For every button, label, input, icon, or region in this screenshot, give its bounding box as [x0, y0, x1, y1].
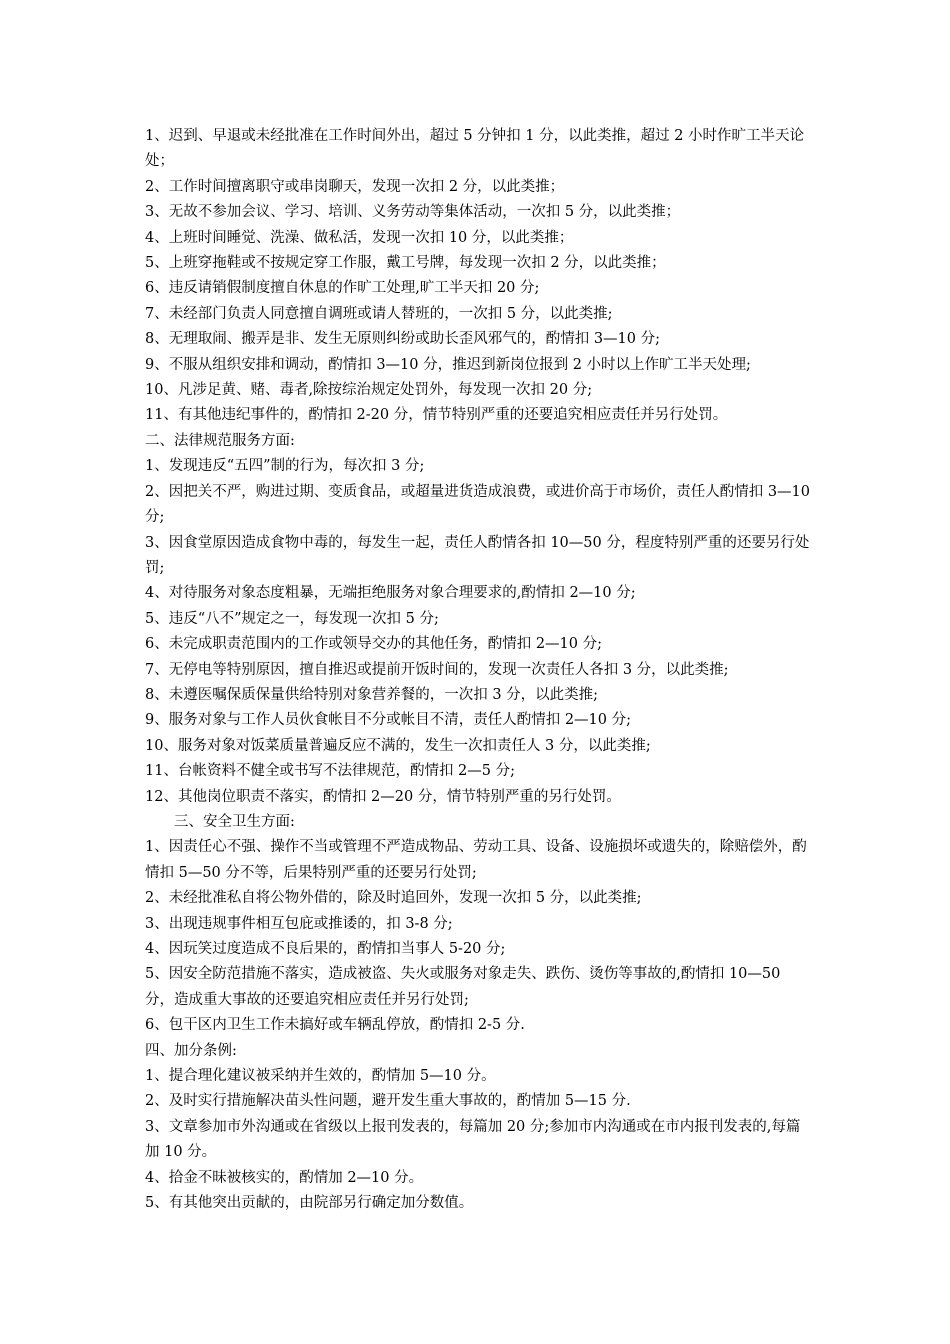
rule-item: 11、台帐资料不健全或书写不法律规范，酌情扣 2—5 分; [145, 763, 516, 780]
rule-item: 3、无故不参加会议、学习、培训、义务劳动等集体活动，一次扣 5 分，以此类推； [145, 204, 681, 221]
rule-item: 9、服务对象与工作人员伙食帐目不分或帐目不清，责任人酌情扣 2—10 分; [145, 712, 632, 729]
rule-item: 8、无理取闹、搬弄是非、发生无原则纠纷或助长歪风邪气的，酌情扣 3—10 分; [145, 331, 661, 348]
rule-item: 7、无停电等特别原因，擅自推迟或提前开饭时间的，发现一次责任人各扣 3 分，以此类推; [145, 661, 729, 678]
rule-item: 9、不服从组织安排和调动，酌情扣 3—10 分，推迟到新岗位报到 2 小时以上作旷工半天处理; [145, 356, 751, 373]
document-body [145, 124, 813, 1216]
rule-item: 2、工作时间擅离职守或串岗聊天，发现一次扣 2 分，以此类推； [145, 178, 565, 195]
rule-item: 10、凡涉足黄、赌、毒者,除按综治规定处罚外，每发现一次扣 20 分; [145, 382, 593, 399]
rule-item: 7、未经部门负责人同意擅自调班或请人替班的，一次扣 5 分，以此类推; [145, 305, 613, 322]
rule-item: 5、上班穿拖鞋或不按规定穿工作服，戴工号牌，每发现一次扣 2 分，以此类推； [145, 255, 666, 272]
rule-item: 1、因责任心不强、操作不当或管理不严造成物品、劳动工具、设备、设施损坏或遗失的，除赔偿外，酌情扣 5—50 分不等，后果特别严重的还要另行处罚; [145, 839, 807, 881]
rule-item: 4、对待服务对象态度粗暴，无端拒绝服务对象合理要求的,酌情扣 2—10 分; [145, 585, 636, 602]
rule-item: 3、文章参加市外沟通或在省级以上报刊发表的，每篇加 20 分;参加市内沟通或在市内报刊发表的,每篇加 10 分。 [145, 1118, 801, 1161]
rule-item: 8、未遵医嘱保质保量供给特别对象营养餐的，一次扣 3 分，以此类推; [145, 686, 599, 703]
rule-item: 1、发现违反“五四”制的行为，每次扣 3 分; [145, 458, 425, 475]
rule-item: 12、其他岗位职责不落实，酌情扣 2—20 分，情节特别严重的另行处罚。 [145, 788, 621, 805]
section-heading: 三、安全卫生方面: [174, 813, 295, 830]
rule-item: 5、有其他突出贡献的，由院部另行确定加分数值。 [145, 1195, 474, 1212]
rule-item: 3、出现违规事件相互包庇或推诿的，扣 3-8 分; [145, 915, 453, 932]
rule-item: 1、提合理化建议被采纳并生效的，酌情加 5—10 分。 [145, 1068, 496, 1085]
rule-item: 2、因把关不严，购进过期、变质食品，或超量进货造成浪费，或进价高于市场价，责任人酌情扣 3—10 分; [145, 483, 811, 526]
rule-item: 4、上班时间睡觉、洗澡、做私活，发现一次扣 10 分，以此类推； [145, 229, 574, 246]
section-heading: 四、加分条例: [145, 1042, 237, 1059]
rule-item: 3、因食堂原因造成食物中毒的，每发生一起，责任人酌情各扣 10—50 分，程度特别严重的还要另行处罚; [145, 534, 810, 576]
rule-item: 11、有其他违纪事件的，酌情扣 2-20 分，情节特别严重的还要追究相应责任并另行处罚。 [145, 407, 728, 424]
rule-item: 4、拾金不昧被核实的，酌情加 2—10 分。 [145, 1169, 424, 1186]
rule-item: 5、因安全防范措施不落实，造成被盗、失火或服务对象走失、跌伤、烫伤等事故的,酌情扣 10—50 分，造成重大事故的还要追究相应责任并另行处罚; [145, 966, 781, 1008]
section-heading: 二、法律规范服务方面: [145, 432, 295, 449]
rule-item: 6、违反请销假制度擅自休息的作旷工处理,旷工半天扣 20 分; [145, 280, 540, 297]
rule-item: 4、因玩笑过度造成不良后果的，酌情扣当事人 5-20 分; [145, 941, 506, 957]
rule-item: 10、服务对象对饭菜质量普遍反应不满的，发生一次扣责任人 3 分，以此类推; [145, 737, 651, 754]
rule-item: 2、及时实行措施解决苗头性问题，避开发生重大事故的，酌情加 5—15 分. [145, 1093, 631, 1110]
rule-item: 2、未经批准私自将公物外借的，除及时追回外，发现一次扣 5 分，以此类推; [145, 890, 642, 907]
rule-item: 6、未完成职责范围内的工作或领导交办的其他任务，酌情扣 2—10 分; [145, 636, 603, 653]
rule-item: 5、违反“八不”规定之一，每发现一次扣 5 分; [145, 610, 439, 627]
rule-item: 6、包干区内卫生工作未搞好或车辆乱停放，酌情扣 2-5 分. [145, 1017, 525, 1034]
rule-item: 1、迟到、早退或未经批准在工作时间外出，超过 5 分钟扣 1 分，以此类推，超过 2 小时作旷工半天论处； [145, 128, 805, 170]
